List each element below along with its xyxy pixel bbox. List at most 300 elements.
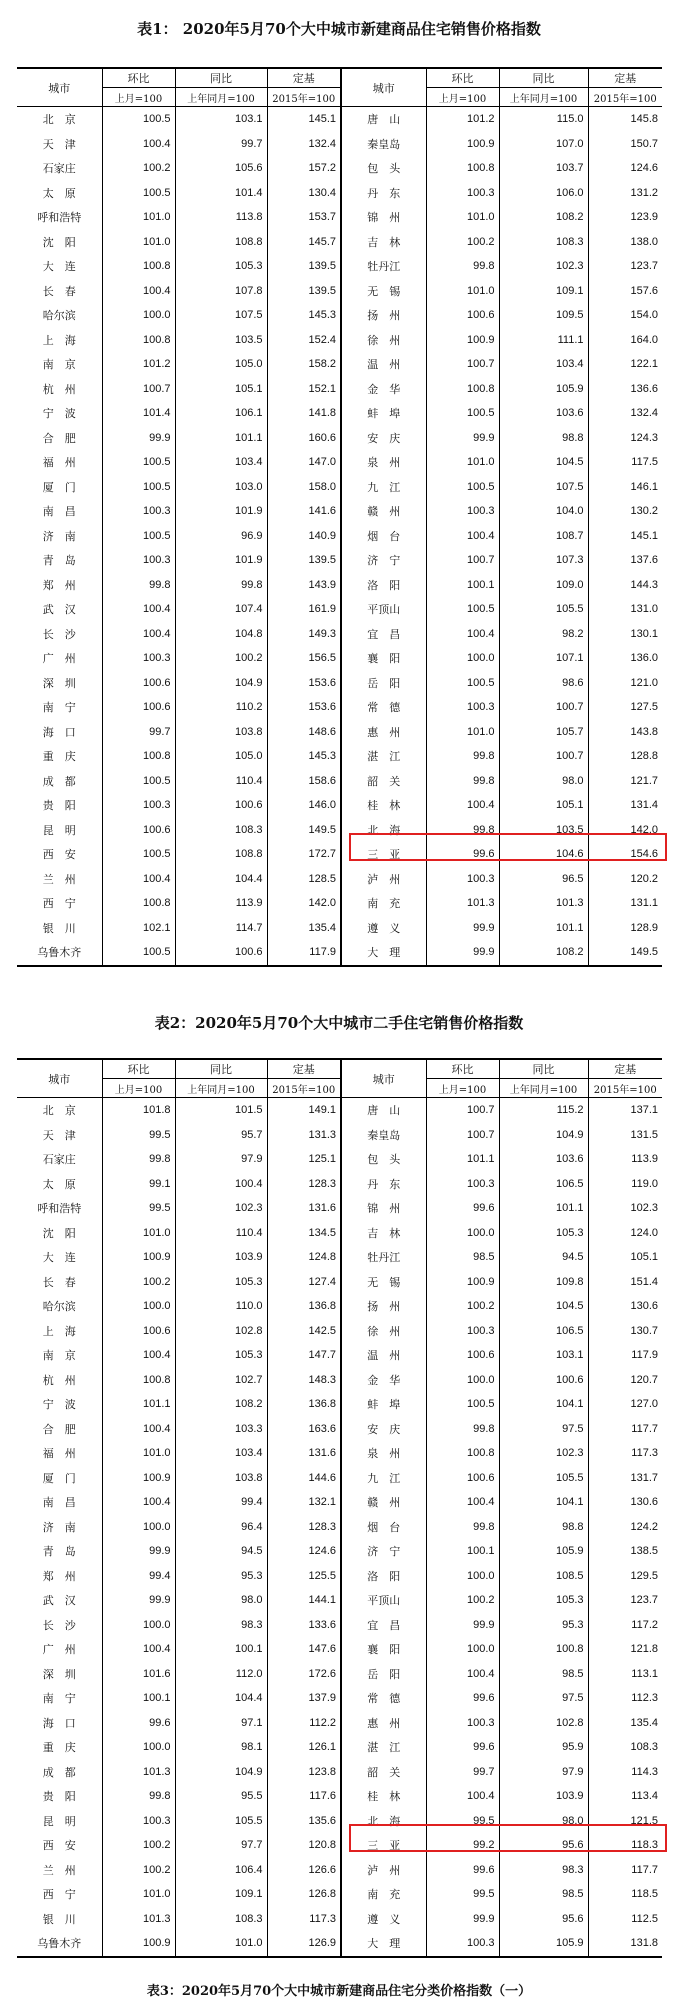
yoy-subheader: 上年同月=100 [499,1079,588,1098]
index-cell: 99.8 [426,1417,499,1442]
index-cell: 113.9 [175,891,267,916]
index-cell: 101.1 [102,1392,175,1417]
index-cell: 100.1 [426,1539,499,1564]
city-cell: 沈 阳 [42,235,76,249]
index-cell: 131.2 [588,181,662,206]
index-cell: 98.1 [175,1735,267,1760]
index-cell: 121.5 [588,1809,662,1834]
index-cell: 98.5 [499,1882,588,1907]
index-cell: 100.3 [102,1809,175,1834]
index-cell: 100.3 [426,499,499,524]
index-cell: 100.9 [426,328,499,353]
index-cell: 104.8 [175,622,267,647]
index-cell: 100.4 [102,1490,175,1515]
index-cell: 105.1 [499,793,588,818]
index-cell: 131.5 [588,1123,662,1148]
table2-body [17,1098,662,1957]
index-cell: 94.5 [499,1245,588,1270]
index-cell: 101.0 [175,1931,267,1957]
table-row [17,1711,662,1736]
index-cell: 99.9 [426,940,499,966]
city-cell: 蚌 埠 [341,401,426,426]
index-cell: 115.2 [499,1098,588,1123]
index-cell: 100.6 [102,1319,175,1344]
index-cell: 100.0 [426,1368,499,1393]
index-cell: 104.9 [175,671,267,696]
table-row [17,475,662,500]
index-cell: 118.5 [588,1882,662,1907]
index-cell: 108.3 [175,1907,267,1932]
table-row [17,1564,662,1589]
index-cell: 100.2 [175,646,267,671]
table-row [17,1662,662,1687]
table2-title: 表2：2020年5月70个大中城市二手住宅销售价格指数 [154,1014,524,1032]
city-cell: 温 州 [341,1343,426,1368]
index-cell: 100.0 [102,1735,175,1760]
city-cell: 长 春 [42,1275,76,1289]
city-cell: 桂 林 [341,793,426,818]
index-cell: 135.6 [267,1809,341,1834]
table1-container [17,67,662,967]
index-cell: 103.5 [175,328,267,353]
index-cell: 100.3 [102,499,175,524]
index-cell: 105.3 [175,1343,267,1368]
city-header: 城市 [341,1059,426,1098]
table-row [17,1882,662,1907]
city-cell: 太 原 [42,186,76,200]
index-cell: 103.4 [175,1441,267,1466]
table-row [17,1147,662,1172]
city-cell: 蚌 埠 [341,1392,426,1417]
index-cell: 107.5 [175,303,267,328]
table-row [17,450,662,475]
index-cell: 124.0 [588,1221,662,1246]
index-cell: 110.4 [175,769,267,794]
city-cell: 襄 阳 [341,646,426,671]
city-cell: 成 都 [42,1765,76,1779]
index-cell: 124.6 [588,156,662,181]
index-cell: 99.8 [426,1515,499,1540]
city-cell: 常 德 [341,1686,426,1711]
table-row [17,646,662,671]
index-cell: 101.2 [426,107,499,132]
index-cell: 113.1 [588,1662,662,1687]
city-cell: 洛 阳 [341,573,426,598]
index-cell: 100.2 [102,156,175,181]
index-cell: 131.1 [588,891,662,916]
index-cell: 103.7 [499,156,588,181]
index-cell: 100.4 [102,1417,175,1442]
index-cell: 101.1 [499,916,588,941]
index-cell: 99.9 [426,1907,499,1932]
index-cell: 136.6 [588,377,662,402]
index-cell: 107.1 [499,646,588,671]
table-row [17,1735,662,1760]
table-row [17,622,662,647]
city-cell: 秦皇岛 [341,132,426,157]
index-cell: 106.0 [499,181,588,206]
index-cell: 100.4 [426,1490,499,1515]
city-cell: 温 州 [341,352,426,377]
city-cell: 泉 州 [341,450,426,475]
city-cell: 银 川 [42,921,76,935]
index-cell: 103.4 [499,352,588,377]
index-cell: 100.8 [426,156,499,181]
index-cell: 102.8 [499,1711,588,1736]
index-cell: 130.7 [588,1319,662,1344]
city-cell: 烟 台 [341,524,426,549]
city-cell: 赣 州 [341,499,426,524]
index-cell: 163.6 [267,1417,341,1442]
index-cell: 145.1 [267,107,341,132]
city-cell: 包 头 [341,156,426,181]
city-cell: 宜 昌 [341,1613,426,1638]
index-cell: 145.8 [588,107,662,132]
city-cell: 南 京 [42,358,76,372]
index-cell: 101.0 [102,205,175,230]
index-cell: 142.0 [267,891,341,916]
table-row [17,303,662,328]
table2 [17,1058,662,1958]
city-cell: 泸 州 [341,867,426,892]
index-cell: 115.0 [499,107,588,132]
index-cell: 99.2 [426,1833,499,1858]
index-cell: 107.0 [499,132,588,157]
city-cell: 石家庄 [42,162,76,176]
index-cell: 101.0 [426,205,499,230]
index-cell: 137.1 [588,1098,662,1123]
index-cell: 103.0 [175,475,267,500]
index-cell: 99.1 [102,1172,175,1197]
index-cell: 128.9 [588,916,662,941]
index-cell: 154.0 [588,303,662,328]
index-cell: 101.3 [499,891,588,916]
city-cell: 唐 山 [341,1098,426,1123]
city-cell: 三 亚 [341,842,426,867]
index-cell: 98.3 [499,1858,588,1883]
city-cell: 遵 义 [341,916,426,941]
index-cell: 102.3 [499,254,588,279]
table-row [17,328,662,353]
city-cell: 杭 州 [42,382,76,396]
city-cell: 遵 义 [341,1907,426,1932]
index-cell: 99.9 [426,1613,499,1638]
index-cell: 135.4 [267,916,341,941]
table-row [17,1368,662,1393]
city-cell: 秦皇岛 [341,1123,426,1148]
index-cell: 109.0 [499,573,588,598]
index-cell: 108.8 [175,842,267,867]
index-cell: 137.6 [588,548,662,573]
index-cell: 100.0 [102,1613,175,1638]
city-cell: 郑 州 [42,1569,76,1583]
index-cell: 100.4 [102,622,175,647]
table-row [17,1686,662,1711]
city-cell: 深 圳 [42,1667,76,1681]
city-cell: 湛 江 [341,1735,426,1760]
city-cell: 大 理 [341,1931,426,1957]
base-subheader: 2015年=100 [588,88,662,107]
index-cell: 106.1 [175,401,267,426]
table-row [17,1294,662,1319]
city-cell: 桂 林 [341,1784,426,1809]
index-cell: 123.8 [267,1760,341,1785]
index-cell: 103.9 [499,1784,588,1809]
index-cell: 143.8 [588,720,662,745]
index-cell: 106.5 [499,1319,588,1344]
index-cell: 98.0 [499,769,588,794]
index-cell: 97.5 [499,1417,588,1442]
city-cell: 金 华 [341,377,426,402]
table-row [17,1172,662,1197]
index-cell: 126.8 [267,1882,341,1907]
city-cell: 泸 州 [341,1858,426,1883]
index-cell: 100.5 [426,475,499,500]
index-cell: 100.4 [102,279,175,304]
index-cell: 99.5 [102,1196,175,1221]
index-cell: 123.7 [588,254,662,279]
table-row [17,597,662,622]
index-cell: 112.0 [175,1662,267,1687]
table3-title: 表3：2020年5月70个大中城市新建商品住宅分类价格指数（一） [146,1984,532,1999]
index-cell: 103.9 [175,1245,267,1270]
index-cell: 124.8 [267,1245,341,1270]
index-cell: 99.8 [426,254,499,279]
index-cell: 100.6 [102,818,175,843]
city-cell: 南 充 [341,1882,426,1907]
index-cell: 127.5 [588,695,662,720]
index-cell: 101.1 [426,1147,499,1172]
table-row [17,1270,662,1295]
table-row [17,891,662,916]
index-cell: 100.5 [102,475,175,500]
index-cell: 100.0 [102,1294,175,1319]
index-cell: 109.8 [499,1270,588,1295]
table-row [17,107,662,132]
index-cell: 135.4 [588,1711,662,1736]
index-cell: 97.9 [175,1147,267,1172]
index-cell: 100.0 [102,303,175,328]
index-cell: 108.3 [499,230,588,255]
city-cell: 平顶山 [341,1588,426,1613]
index-cell: 100.4 [102,1637,175,1662]
index-cell: 105.9 [499,1539,588,1564]
city-cell: 贵 阳 [42,799,76,813]
table-row [17,1123,662,1148]
index-cell: 105.6 [175,156,267,181]
index-cell: 100.3 [426,1931,499,1957]
city-cell: 乌鲁木齐 [17,1931,102,1957]
index-cell: 131.3 [267,1123,341,1148]
index-cell: 124.3 [588,426,662,451]
index-cell: 98.2 [499,622,588,647]
city-cell: 青 岛 [42,554,76,568]
table-row [17,279,662,304]
index-cell: 105.3 [175,1270,267,1295]
city-cell: 长 春 [42,284,76,298]
city-cell: 北 京 [42,1104,76,1118]
index-cell: 117.6 [267,1784,341,1809]
table-row [17,426,662,451]
index-cell: 109.5 [499,303,588,328]
index-cell: 100.5 [102,940,175,966]
city-cell: 广 州 [42,652,76,666]
table-row [17,818,662,843]
index-cell: 100.3 [102,793,175,818]
city-cell: 唐 山 [341,107,426,132]
city-cell: 北 海 [341,1809,426,1834]
index-cell: 152.1 [267,377,341,402]
index-cell: 95.3 [175,1564,267,1589]
city-cell: 湛 江 [341,744,426,769]
index-cell: 132.4 [588,401,662,426]
city-cell: 银 川 [42,1912,76,1926]
index-cell: 134.5 [267,1221,341,1246]
index-cell: 136.8 [267,1294,341,1319]
index-cell: 101.0 [102,1882,175,1907]
index-cell: 132.4 [267,132,341,157]
table-row [17,1319,662,1344]
index-cell: 113.9 [588,1147,662,1172]
index-cell: 121.7 [588,769,662,794]
city-cell: 乌鲁木齐 [17,940,102,966]
city-cell: 九 江 [341,475,426,500]
city-cell: 九 江 [341,1466,426,1491]
index-cell: 107.3 [499,548,588,573]
city-cell: 韶 关 [341,1760,426,1785]
index-cell: 131.4 [588,793,662,818]
index-cell: 104.1 [499,1392,588,1417]
index-cell: 117.9 [588,1343,662,1368]
yoy-header: 同比 [175,1059,267,1079]
table-row [17,1490,662,1515]
index-cell: 120.7 [588,1368,662,1393]
index-cell: 144.1 [267,1588,341,1613]
table-row [17,1221,662,1246]
index-cell: 117.7 [588,1417,662,1442]
index-cell: 108.3 [588,1735,662,1760]
index-cell: 101.9 [175,499,267,524]
index-cell: 148.6 [267,720,341,745]
city-cell: 北 海 [341,818,426,843]
index-cell: 100.2 [426,1294,499,1319]
index-cell: 120.8 [267,1833,341,1858]
table-row [17,1196,662,1221]
index-cell: 100.4 [102,867,175,892]
index-cell: 105.1 [588,1245,662,1270]
index-cell: 153.6 [267,695,341,720]
index-cell: 156.5 [267,646,341,671]
index-cell: 154.6 [588,842,662,867]
index-cell: 131.8 [588,1931,662,1957]
index-cell: 158.2 [267,352,341,377]
index-cell: 101.3 [102,1760,175,1785]
index-cell: 145.1 [588,524,662,549]
table1-body [17,107,662,966]
index-cell: 101.0 [102,1441,175,1466]
city-cell: 平顶山 [341,597,426,622]
city-cell: 宁 波 [42,407,76,421]
mom-subheader: 上月=100 [426,88,499,107]
index-cell: 119.0 [588,1172,662,1197]
index-cell: 100.2 [426,230,499,255]
index-cell: 100.9 [102,1931,175,1957]
index-cell: 103.1 [175,107,267,132]
index-cell: 100.8 [102,1368,175,1393]
base-subheader: 2015年=100 [267,88,341,107]
index-cell: 123.9 [588,205,662,230]
yoy-header: 同比 [499,1059,588,1079]
index-cell: 100.5 [426,1392,499,1417]
city-cell: 厦 门 [42,480,76,494]
mom-header: 环比 [426,68,499,88]
index-cell: 100.6 [426,303,499,328]
city-cell: 重 庆 [42,1741,76,1755]
index-cell: 100.3 [426,867,499,892]
city-cell: 岳 阳 [341,671,426,696]
table-row [17,1809,662,1834]
index-cell: 142.0 [588,818,662,843]
city-cell: 济 宁 [341,1539,426,1564]
city-cell: 重 庆 [42,750,76,764]
index-cell: 149.1 [267,1098,341,1123]
index-cell: 104.4 [175,1686,267,1711]
city-cell: 武 汉 [42,1594,76,1608]
index-cell: 100.4 [175,1172,267,1197]
index-cell: 103.3 [175,1417,267,1442]
index-cell: 128.3 [267,1172,341,1197]
city-cell: 兰 州 [42,872,76,886]
index-cell: 147.0 [267,450,341,475]
index-cell: 100.0 [426,1221,499,1246]
city-cell: 长 沙 [42,627,76,641]
index-cell: 99.8 [175,573,267,598]
index-cell: 145.7 [267,230,341,255]
index-cell: 96.5 [499,867,588,892]
table-row [17,1784,662,1809]
mom-subheader: 上月=100 [102,1079,175,1098]
city-cell: 安 庆 [341,426,426,451]
index-cell: 105.9 [499,1931,588,1957]
index-cell: 95.5 [175,1784,267,1809]
index-cell: 131.0 [588,597,662,622]
base-header: 定基 [267,68,341,88]
index-cell: 117.3 [588,1441,662,1466]
index-cell: 105.9 [499,377,588,402]
index-cell: 127.0 [588,1392,662,1417]
city-cell: 上 海 [42,333,76,347]
index-cell: 100.1 [426,573,499,598]
index-cell: 100.5 [102,769,175,794]
table-row [17,1539,662,1564]
city-cell: 包 头 [341,1147,426,1172]
index-cell: 122.1 [588,352,662,377]
city-cell: 宁 波 [42,1398,76,1412]
index-cell: 100.6 [175,940,267,966]
index-cell: 100.4 [426,1662,499,1687]
index-cell: 100.9 [102,1466,175,1491]
index-cell: 146.0 [267,793,341,818]
index-cell: 107.5 [499,475,588,500]
index-cell: 100.0 [102,1515,175,1540]
city-cell: 泉 州 [341,1441,426,1466]
index-cell: 114.3 [588,1760,662,1785]
index-cell: 147.7 [267,1343,341,1368]
city-cell: 惠 州 [341,1711,426,1736]
index-cell: 100.2 [426,1588,499,1613]
yoy-subheader: 上年同月=100 [499,88,588,107]
index-cell: 101.6 [102,1662,175,1687]
